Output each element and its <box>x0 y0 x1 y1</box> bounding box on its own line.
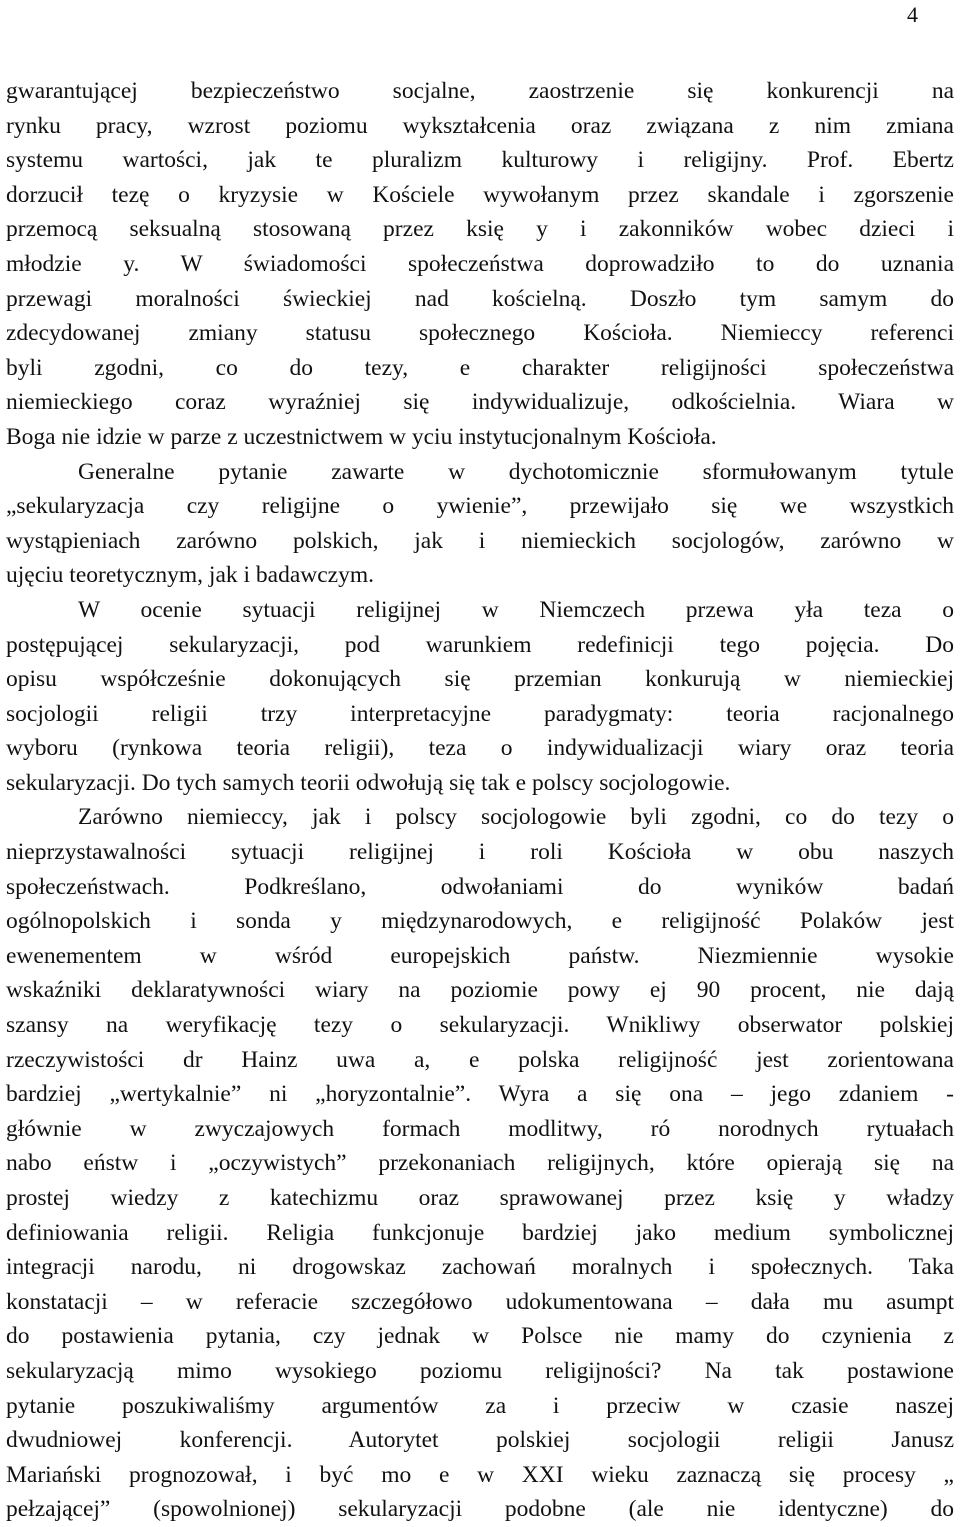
text-line: W ocenie sytuacji religijnej w Niemczech przewa yła teza o <box>78 596 954 623</box>
text-line: społeczeństwach. Podkreślano, odwołaniami do wyników badań <box>6 873 954 900</box>
text-line: niemieckiego coraz wyraźniej się indywidualizuje, odkościelnia. Wiara w <box>6 389 954 416</box>
text-line: wskaźniki deklaratywności wiary na poziomie powy ej 90 procent, nie dają <box>6 977 954 1004</box>
text-line: młodzie y. W świadomości społeczeństwa doprowadziło to do uznania <box>6 250 954 277</box>
text-line: wystąpieniach zarówno polskich, jak i niemieckich socjologów, zarówno w <box>6 527 954 554</box>
text-line: głównie w zwyczajowych formach modlitwy, ró norodnych rytuałach <box>6 1115 954 1142</box>
text-line: rynku pracy, wzrost poziomu wykształcenia oraz związana z nim zmiana <box>6 112 954 139</box>
text-line: ujęciu teoretycznym, jak i badawczym. <box>6 562 375 589</box>
text-line: nabo eństw i „oczywistych” przekonaniach religijnych, które opierają się na <box>6 1150 954 1177</box>
text-line: szansy na weryfikację tezy o sekularyzacji. Wnikliwy obserwator polskiej <box>6 1012 954 1039</box>
text-line: sekularyzacji. Do tych samych teorii odwołują się tak e polscy socjologowie. <box>6 769 731 796</box>
text-line: Mariański prognozował, i być mo e w XXI wieku zaznaczą się procesy „ <box>6 1461 954 1488</box>
text-line: bardziej „wertykalnie” ni „horyzontalnie”. Wyra a się ona – jego zdaniem - <box>6 1081 954 1108</box>
text-line: opisu współcześnie dokonujących się przemian konkurują w niemieckiej <box>6 666 954 693</box>
text-line: przemocą seksualną stosowaną przez księ y i zakonników wobec dzieci i <box>6 216 954 243</box>
text-line: nieprzystawalności sytuacji religijnej i roli Kościoła w obu naszych <box>6 839 954 866</box>
text-line: integracji narodu, ni drogowskaz zachowań moralnych i społecznych. Taka <box>6 1254 954 1281</box>
text-line: postępującej sekularyzacji, pod warunkiem redefinicji tego pojęcia. Do <box>6 631 954 658</box>
text-line: Zarówno niemieccy, jak i polscy socjologowie byli zgodni, co do tezy o <box>78 804 954 831</box>
text-line: systemu wartości, jak te pluralizm kulturowy i religijny. Prof. Ebertz <box>6 147 954 174</box>
text-line: konstatacji – w referacie szczegółowo udokumentowana – dała mu asumpt <box>6 1288 954 1315</box>
text-line: ogólnopolskich i sonda y międzynarodowych, e religijność Polaków jest <box>6 908 954 935</box>
text-line: byli zgodni, co do tezy, e charakter religijności społeczeństwa <box>6 354 954 381</box>
text-line: „sekularyzacja czy religijne o ywienie”, przewijało się we wszystkich <box>6 493 954 520</box>
text-line: gwarantującej bezpieczeństwo socjalne, zaostrzenie się konkurencji na <box>6 78 954 104</box>
text-line: pełzającej” (spowolnionej) sekularyzacji podobne (ale nie identyczne) do <box>6 1496 954 1523</box>
text-line: socjologii religii trzy interpretacyjne paradygmaty: teoria racjonalnego <box>6 700 954 727</box>
text-line: przewagi moralności świeckiej nad kościelną. Doszło tym samym do <box>6 285 954 312</box>
text-line: ewenementem w wśród europejskich państw. Niezmiennie wysokie <box>6 942 954 969</box>
body-text <box>6 74 954 1527</box>
text-line: rzeczywistości dr Hainz uwa a, e polska religijność jest zorientowana <box>6 1046 954 1073</box>
text-line: prostej wiedzy z katechizmu oraz sprawowanej przez księ y władzy <box>6 1185 954 1211</box>
text-line: pytanie poszukiwaliśmy argumentów za i przeciw w czasie naszej <box>6 1392 954 1419</box>
text-line: zdecydowanej zmiany statusu społecznego Kościoła. Niemieccy referenci <box>6 320 954 347</box>
text-line: dwudniowej konferencji. Autorytet polskiej socjologii religii Janusz <box>6 1427 954 1454</box>
text-line: definiowania religii. Religia funkcjonuje bardziej jako medium symbolicznej <box>6 1219 954 1246</box>
text-line: sekularyzacją mimo wysokiego poziomu religijności? Na tak postawione <box>6 1357 954 1384</box>
text-line: wyboru (rynkowa teoria religii), teza o indywidualizacji wiary oraz teoria <box>6 735 954 762</box>
text-line: Generalne pytanie zawarte w dychotomicznie sformułowanym tytule <box>78 458 954 485</box>
text-line: dorzucił tezę o kryzysie w Kościele wywołanym przez skandale i zgorszenie <box>6 181 954 208</box>
text-line: Boga nie idzie w parze z uczestnictwem w yciu instytucjonalnym Kościoła. <box>6 423 717 450</box>
page-number: 4 <box>907 2 918 27</box>
text-line: do postawienia pytania, czy jednak w Polsce nie mamy do czynienia z <box>6 1323 954 1350</box>
